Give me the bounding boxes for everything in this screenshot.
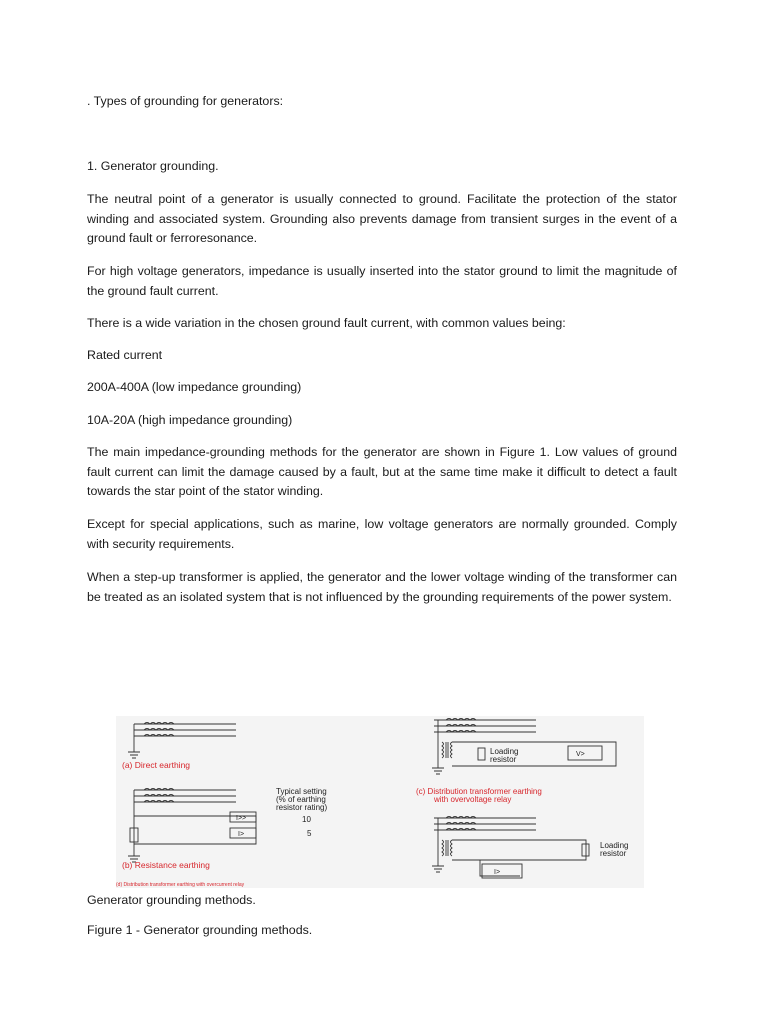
label-overcurrent-relay: (d) Distribution transformer earthing with overcurrent relay (116, 882, 245, 888)
relay-overcurrent-b: I> (238, 831, 245, 838)
figure-caption-short: Generator grounding methods. (87, 893, 256, 907)
loading-resistor-c-line2: resistor (490, 755, 517, 764)
paragraph-step-up-transformer: When a step-up transformer is applied, the generator and the lower voltage winding of the transformer can be treated as an isolated system that is not influenced by the grounding requirements of the power system. (87, 570, 677, 604)
paragraph-variation: There is a wide variation in the chosen ground fault current, with common values being: (87, 316, 566, 330)
loading-resistor-d-line1: Loading (600, 841, 629, 850)
section-title: 1. Generator grounding. (87, 159, 219, 173)
loading-resistor-c-line1: Loading (490, 747, 519, 756)
setting-line3: resistor rating) (276, 803, 328, 812)
setting-value-10: 10 (302, 815, 311, 824)
document-heading: . Types of grounding for generators: (87, 94, 284, 108)
loading-resistor-d-line2: resistor (600, 849, 627, 858)
setting-line2: (% of earthing (276, 795, 326, 804)
label-direct-earthing: (a) Direct earthing (122, 760, 191, 770)
relay-instantaneous: I>> (236, 815, 247, 822)
label-overvoltage-line2: with overvoltage relay (434, 795, 512, 804)
label-resistance-earthing: (b) Resistance earthing (122, 860, 210, 870)
paragraph-low-impedance: 200A-400A (low impedance grounding) (87, 380, 302, 394)
label-overvoltage-line1: (c) Distribution transformer earthing (416, 787, 542, 796)
paragraph-rated-current: Rated current (87, 348, 163, 362)
paragraph-high-impedance: 10A-20A (high impedance grounding) (87, 413, 293, 427)
paragraph-main-methods: The main impedance-grounding methods for the generator are shown in Figure 1. Low values of ground fault current can limit the damage caused by a fault, but at the same time make it difficult to detect a fault towards the star point of the stator winding. (87, 445, 677, 499)
paragraph-neutral-point: The neutral point of a generator is usually connected to ground. Facilitate the protection of the stator winding and associated system. Grounding also prevents damage from transient surges in the event of a ground fault or ferroresonance. (87, 192, 677, 246)
figure-caption: Figure 1 - Generator grounding methods. (87, 923, 313, 937)
paragraph-high-voltage: For high voltage generators, impedance is usually inserted into the stator ground to limit the magnitude of the ground fault current. (87, 264, 677, 298)
paragraph-special-applications: Except for special applications, such as marine, low voltage generators are normally grounded. Comply with security requirements. (87, 517, 677, 551)
setting-line1: Typical setting (276, 787, 327, 796)
setting-value-5: 5 (307, 829, 312, 838)
relay-overcurrent-d: I> (494, 869, 501, 876)
relay-overvoltage: V> (576, 751, 585, 758)
grounding-methods-figure (116, 716, 644, 888)
